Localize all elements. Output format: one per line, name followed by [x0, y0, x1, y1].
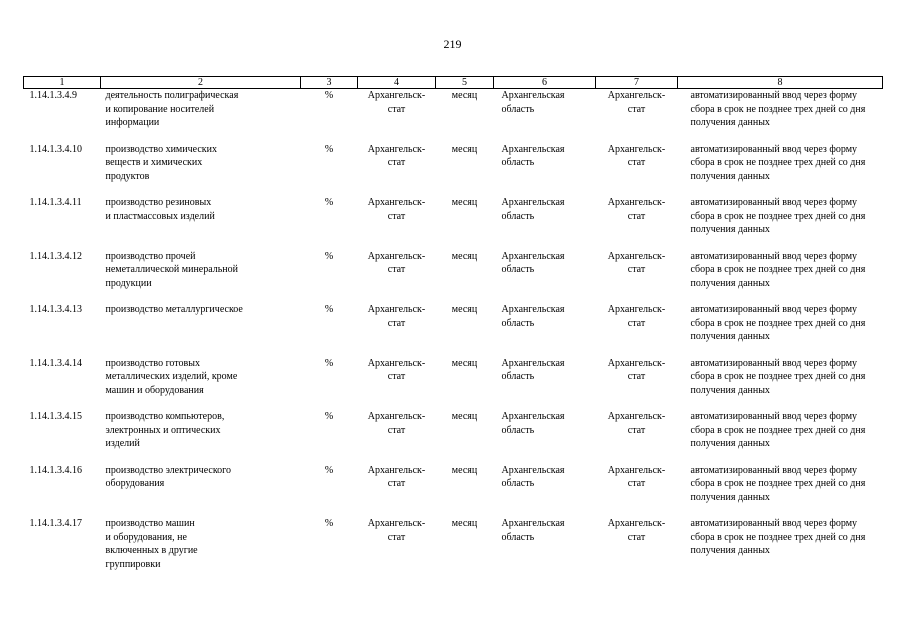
row-source: Архангельск- стат [367, 357, 426, 382]
row-unit-cell [301, 89, 358, 143]
row-unit-cell [301, 143, 358, 197]
indicator-table [23, 76, 883, 571]
row-unit-cell [301, 517, 358, 571]
row-method-cell [678, 517, 883, 571]
row-period-cell [436, 410, 494, 464]
row-period-cell [436, 464, 494, 518]
table-row [24, 303, 883, 357]
row-unit-cell [301, 410, 358, 464]
row-responsible: Архангельск- стат [607, 304, 666, 329]
row-period-cell [436, 357, 494, 411]
row-responsible: Архангельск- стат [607, 250, 666, 275]
row-method-cell [678, 250, 883, 304]
row-method: автоматизированный ввод через форму сбора в срок не позднее трех дней со дня получения данных [690, 250, 866, 289]
row-responsible-cell [596, 357, 678, 411]
table-row [24, 464, 883, 518]
header-col-1: 1 [24, 77, 101, 89]
row-code-cell [24, 89, 101, 143]
row-name: производство готовых металлических изделий, кроме машин и оборудования [105, 357, 238, 396]
row-source-cell [358, 143, 436, 197]
row-method-cell [678, 303, 883, 357]
row-period: месяц [451, 464, 478, 476]
row-unit-cell [301, 250, 358, 304]
row-name-cell [101, 357, 301, 411]
row-source: Архангельск- стат [367, 250, 426, 275]
row-responsible-cell [596, 250, 678, 304]
table-row [24, 250, 883, 304]
row-code: 1.14.1.3.4.11 [29, 197, 82, 208]
row-unit-cell [301, 357, 358, 411]
row-code-cell [24, 303, 101, 357]
row-responsible: Архангельск- стат [607, 143, 666, 168]
row-unit: % [324, 197, 334, 208]
table-row [24, 89, 883, 143]
row-source: Архангельск- стат [367, 197, 426, 222]
row-responsible-cell [596, 196, 678, 250]
row-responsible: Архангельск- стат [607, 411, 666, 436]
row-source-cell [358, 517, 436, 571]
row-period: месяц [451, 357, 478, 369]
row-code: 1.14.1.3.4.17 [29, 518, 82, 529]
row-method-cell [678, 196, 883, 250]
row-name-cell [101, 464, 301, 518]
row-name-cell [101, 303, 301, 357]
row-territory-cell [494, 357, 596, 411]
row-method: автоматизированный ввод через форму сбора в срок не позднее трех дней со дня получения данных [690, 197, 866, 235]
row-code: 1.14.1.3.4.16 [29, 464, 82, 476]
row-territory: Архангельская область [501, 304, 565, 329]
row-method-cell [678, 89, 883, 143]
header-col-2: 2 [101, 77, 301, 89]
row-territory-cell [494, 517, 596, 571]
row-unit-cell [301, 196, 358, 250]
row-method: автоматизированный ввод через форму сбора в срок не позднее трех дней со дня получения данных [690, 304, 866, 342]
row-period: месяц [451, 250, 478, 262]
row-name-cell [101, 89, 301, 143]
row-method-cell [678, 464, 883, 518]
row-unit: % [324, 143, 334, 155]
row-name: производство электрического оборудования [105, 464, 232, 489]
page-number: 219 [443, 37, 462, 51]
row-source-cell [358, 357, 436, 411]
row-source-cell [358, 410, 436, 464]
row-source: Архангельск- стат [367, 304, 426, 329]
row-name-cell [101, 143, 301, 197]
row-method: автоматизированный ввод через форму сбора в срок не позднее трех дней со дня получения данных [690, 464, 866, 503]
row-name: производство резиновых и пластмассовых изделий [105, 197, 215, 222]
row-period: месяц [451, 197, 478, 208]
table-row [24, 517, 883, 571]
row-territory-cell [494, 303, 596, 357]
row-name-cell [101, 517, 301, 571]
row-code: 1.14.1.3.4.15 [29, 411, 82, 422]
row-responsible: Архангельск- стат [607, 90, 666, 115]
table-header [24, 77, 883, 89]
row-territory-cell [494, 464, 596, 518]
row-period-cell [436, 517, 494, 571]
row-responsible: Архангельск- стат [607, 357, 666, 382]
row-responsible-cell [596, 410, 678, 464]
row-method: автоматизированный ввод через форму сбора в срок не позднее трех дней со дня получения данных [690, 357, 866, 396]
row-period-cell [436, 196, 494, 250]
table-body [24, 89, 883, 572]
row-source-cell [358, 196, 436, 250]
row-name-cell [101, 410, 301, 464]
row-responsible: Архангельск- стат [607, 197, 666, 222]
row-period: месяц [451, 411, 478, 422]
row-code-cell [24, 357, 101, 411]
row-unit: % [324, 357, 334, 369]
row-responsible: Архангельск- стат [607, 464, 666, 489]
table-row [24, 410, 883, 464]
row-period-cell [436, 143, 494, 197]
row-territory-cell [494, 143, 596, 197]
row-name-cell [101, 250, 301, 304]
row-source: Архангельск- стат [367, 411, 426, 436]
row-code-cell [24, 517, 101, 571]
row-period: месяц [451, 90, 478, 101]
row-responsible-cell [596, 143, 678, 197]
row-territory: Архангельская область [501, 357, 565, 382]
row-method: автоматизированный ввод через форму сбора в срок не позднее трех дней со дня получения данных [690, 90, 866, 128]
row-territory: Архангельская область [501, 143, 565, 168]
row-unit: % [324, 250, 334, 262]
row-code: 1.14.1.3.4.14 [29, 357, 82, 369]
row-code: 1.14.1.3.4.12 [29, 250, 82, 262]
row-unit-cell [301, 464, 358, 518]
row-method: автоматизированный ввод через форму сбора в срок не позднее трех дней со дня получения данных [690, 411, 866, 449]
row-name: деятельность полиграфическая и копирование носителей информации [105, 90, 239, 128]
row-name: производство компьютеров, электронных и оптических изделий [105, 411, 225, 449]
header-col-4: 4 [358, 77, 436, 89]
row-name: производство химических веществ и химических продуктов [105, 143, 217, 182]
row-territory: Архангельская область [501, 90, 565, 115]
row-code: 1.14.1.3.4.13 [29, 304, 82, 315]
row-period: месяц [451, 143, 478, 155]
table-row [24, 143, 883, 197]
header-col-6: 6 [494, 77, 596, 89]
row-period: месяц [451, 304, 478, 315]
row-name: производство машин и оборудования, не включенных в другие группировки [105, 518, 198, 570]
row-unit: % [324, 464, 334, 476]
row-responsible-cell [596, 464, 678, 518]
row-territory: Архангельская область [501, 464, 565, 489]
row-period: месяц [451, 518, 478, 529]
row-source: Архангельск- стат [367, 143, 426, 168]
row-code-cell [24, 250, 101, 304]
row-territory-cell [494, 89, 596, 143]
row-code: 1.14.1.3.4.9 [29, 90, 77, 101]
header-col-8: 8 [678, 77, 883, 89]
row-territory: Архангельская область [501, 250, 565, 275]
row-source-cell [358, 303, 436, 357]
row-code-cell [24, 143, 101, 197]
row-code: 1.14.1.3.4.10 [29, 143, 82, 155]
row-unit: % [324, 304, 334, 315]
row-unit-cell [301, 303, 358, 357]
header-col-7: 7 [596, 77, 678, 89]
row-source: Архангельск- стат [367, 518, 426, 543]
row-responsible-cell [596, 303, 678, 357]
row-method-cell [678, 143, 883, 197]
row-source-cell [358, 250, 436, 304]
row-code-cell [24, 410, 101, 464]
row-period-cell [436, 303, 494, 357]
row-responsible-cell [596, 89, 678, 143]
row-territory-cell [494, 196, 596, 250]
row-method-cell [678, 410, 883, 464]
row-territory: Архангельская область [501, 518, 565, 543]
row-code-cell [24, 196, 101, 250]
row-source-cell [358, 89, 436, 143]
row-name: производство металлургическое [105, 304, 243, 315]
row-source: Архангельск- стат [367, 464, 426, 489]
row-name-cell [101, 196, 301, 250]
row-method: автоматизированный ввод через форму сбора в срок не позднее трех дней со дня получения данных [690, 518, 866, 556]
header-row [24, 77, 883, 89]
row-territory-cell [494, 410, 596, 464]
row-name: производство прочей неметаллической минеральной продукции [105, 250, 239, 289]
table-row [24, 357, 883, 411]
header-col-5: 5 [436, 77, 494, 89]
row-unit: % [324, 90, 334, 101]
row-source: Архангельск- стат [367, 90, 426, 115]
row-period-cell [436, 89, 494, 143]
row-territory: Архангельская область [501, 411, 565, 436]
row-unit: % [324, 518, 334, 529]
row-responsible-cell [596, 517, 678, 571]
row-method: автоматизированный ввод через форму сбора в срок не позднее трех дней со дня получения данных [690, 143, 866, 182]
row-territory-cell [494, 250, 596, 304]
row-unit: % [324, 411, 334, 422]
row-period-cell [436, 250, 494, 304]
row-source-cell [358, 464, 436, 518]
row-method-cell [678, 357, 883, 411]
row-territory: Архангельская область [501, 197, 565, 222]
table-row [24, 196, 883, 250]
row-responsible: Архангельск- стат [607, 518, 666, 543]
header-col-3: 3 [301, 77, 358, 89]
row-code-cell [24, 464, 101, 518]
